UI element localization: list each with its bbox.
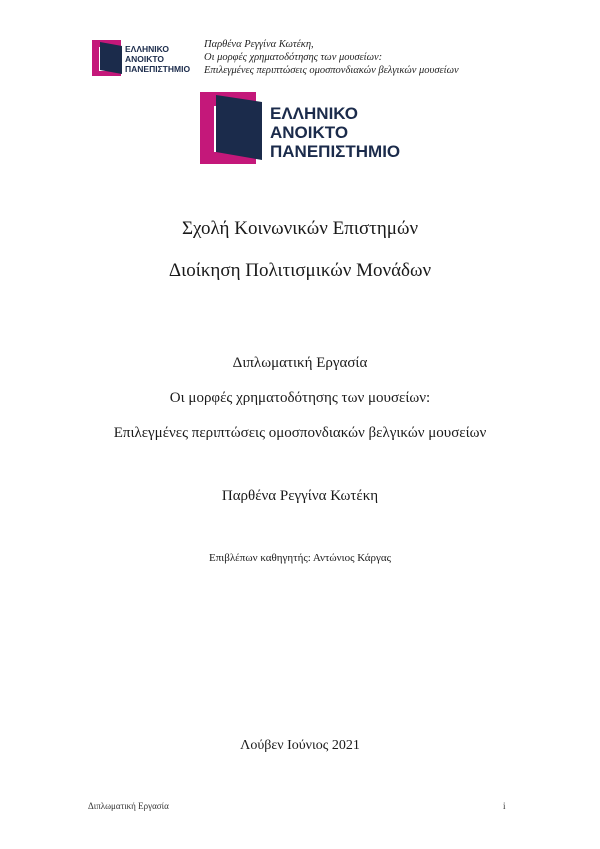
logo-navy-block <box>216 95 262 160</box>
logo-line-3: ΠΑΝΕΠΙΣΤΗΜΙΟ <box>270 142 401 161</box>
header-line-title: Οι μορφές χρηματοδότησης των μουσείων: <box>204 52 383 63</box>
author-name: Παρθένα Ρεγγίνα Κωτέκη <box>221 488 379 504</box>
thesis-title: Οι μορφές χρηματοδότησης των μουσείων: <box>169 390 431 406</box>
header-line-author: Παρθένα Ρεγγίνα Κωτέκη, <box>204 39 314 50</box>
university-logo-small <box>92 40 192 78</box>
supervisor: Επιβλέπων καθηγητής: Αντώνιος Κάργας <box>209 552 391 564</box>
thesis-subtitle: Επιλεγμένες περιπτώσεις ομοσπονδιακών βελγικών μουσείων <box>113 425 487 441</box>
university-logo <box>200 92 410 166</box>
running-header <box>204 38 459 77</box>
logo-small-line-3: ΠΑΝΕΠΙΣΤΗΜΙΟ <box>125 64 191 74</box>
header-line-subtitle: Επιλεγμένες περιπτώσεις ομοσπονδιακών βελγικών μουσείων <box>204 65 459 76</box>
footer-label: Διπλωματική Εργασία <box>88 801 169 811</box>
school-name: Σχολή Κοινωνικών Επιστημών <box>181 218 419 239</box>
logo-line-1: ΕΛΛΗΝΙΚΟ <box>270 104 359 123</box>
logo-small-line-1: ΕΛΛΗΝΙΚΟ <box>125 44 170 54</box>
page-number: i <box>503 801 506 811</box>
logo-line-2: ΑΝΟΙΚΤΟ <box>270 123 349 142</box>
place-date: Λούβεν Ιούνιος 2021 <box>240 738 360 753</box>
logo-small-line-2: ΑΝΟΙΚΤΟ <box>125 54 165 64</box>
department-name: Διοίκηση Πολιτισμικών Μονάδων <box>168 260 432 281</box>
document-type: Διπλωματική Εργασία <box>232 355 368 371</box>
